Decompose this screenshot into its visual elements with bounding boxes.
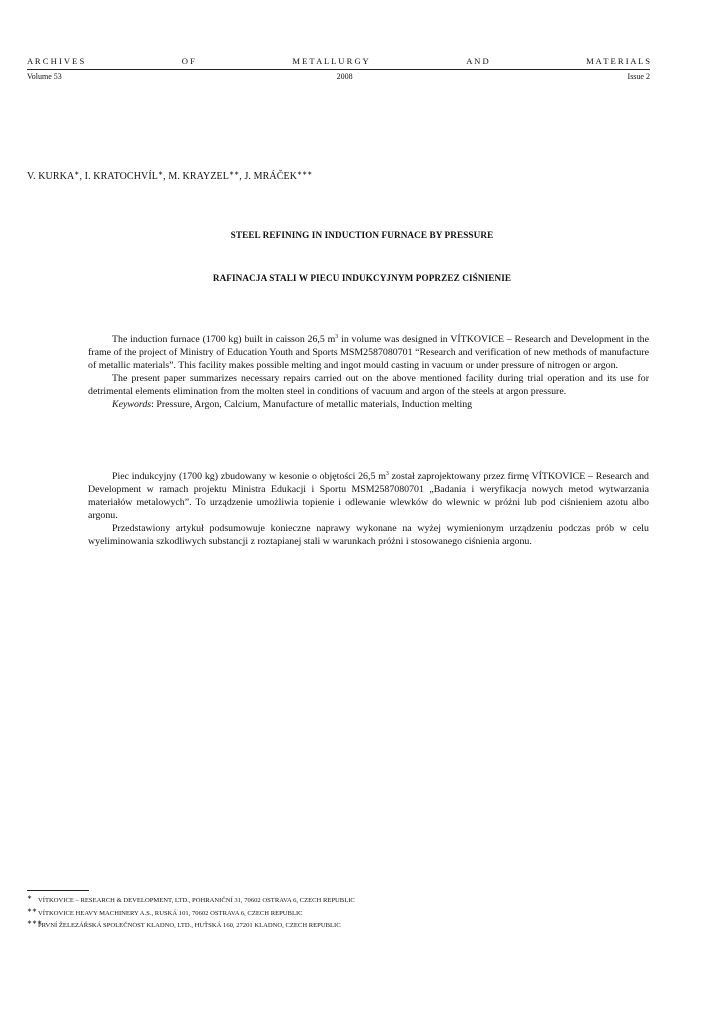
journal-word: A R C H I V E S [27, 56, 85, 66]
author-name: M. KRAYZEL [168, 171, 229, 182]
affiliation-mark: ∗∗ [228, 171, 240, 177]
abstract-paragraph [88, 333, 649, 372]
footnote [27, 920, 355, 933]
abstract-text: The induction furnace (1700 kg) built in caisson 26,5 m [112, 334, 336, 345]
abstract-text: Piec indukcyjny (1700 kg) zbudowany w kesonie o objętości 26,5 m [112, 471, 386, 482]
affiliation-mark: ∗ [74, 171, 80, 177]
footnote [27, 908, 355, 921]
keywords-line [88, 398, 649, 411]
footnote-mark: ∗∗∗ [27, 920, 43, 926]
year-label: 2008 [336, 72, 353, 81]
journal-word: M A T E R I A L S [586, 56, 650, 66]
paper-title-polish: RAFINACJA STALI W PIECU INDUKCYJNYM POPRZEZ CIŚNIENIE [212, 273, 512, 283]
affiliation-mark: ∗∗∗ [297, 171, 313, 177]
footnote-text: VÍTKOVICE HEAVY MACHINERY A.S., RUSKÁ 101, 70602 OSTRAVA 6, CZECH REPUBLIC [38, 909, 303, 917]
footnote-text: VÍTKOVICE – RESEARCH & DEVELOPMENT, LTD., POHRANIČNÍ 31, 70602 OSTRAVA 6, CZECH REPUBLIC [38, 897, 355, 904]
author-separator: , [163, 171, 169, 182]
abstract-paragraph: Przedstawiony artykuł podsumowuje konieczne naprawy wykonane na wyżej wymienionym urządzeniu podczas prób w celu wyeliminowania szkodliwych substancji z roztapianej stali w warunkach próżni i stosowanego ciśnienia argonu. [88, 523, 649, 548]
issue-info [27, 72, 650, 81]
keywords-text: : Pressure, Argon, Calcium, Manufacture of metallic materials, Induction melting [151, 399, 473, 411]
footnote-mark: ∗∗ [27, 907, 38, 914]
abstract-english [88, 333, 649, 412]
volume-label: Volume 53 [27, 72, 62, 81]
footnotes [27, 895, 355, 933]
author-name: I. KRATOCHVÍL [84, 171, 158, 182]
abstract-text: in volume was designed in VÍTKOVICE – Research and Development in the frame of the project of Ministry of Education Youth and Sports MSM2587080701 “Research and verification of new methods of manufacture of metallic materials”. This facility makes possible melting and ingot mould casting in vacuum or under pressure of nitrogen or argon. [88, 334, 649, 372]
issue-label: Issue 2 [627, 72, 650, 81]
paper-title-english: STEEL REFINING IN INDUCTION FURNACE BY PRESSURE [230, 230, 494, 240]
author-separator: , [79, 171, 85, 182]
author-separator: , [239, 171, 245, 182]
superscript: 3 [335, 334, 339, 340]
header-divider [27, 69, 650, 70]
footnote [27, 895, 355, 908]
affiliation-mark: ∗ [157, 171, 164, 177]
author-name: J. MRÁČEK [244, 171, 298, 182]
footnote-divider [27, 890, 89, 891]
footnote-text: PRVNÍ ŽELEZÁŘSKÁ SPOLEČNOST KLADNO, LTD., HUŤSKÁ 160, 27201 KLADNO, CZECH REPUBLIC [38, 922, 341, 929]
journal-word: M E T A L L U R G Y [292, 56, 369, 66]
abstract-paragraph [88, 470, 649, 522]
author-name: V. KURKA [27, 171, 75, 182]
keywords-label: Keywords [112, 399, 152, 411]
footnote-mark: ∗ [27, 895, 33, 901]
journal-word: A N D [466, 56, 489, 66]
author-list [27, 170, 312, 182]
abstract-polish [88, 470, 649, 549]
abstract-paragraph: The present paper summarizes necessary repairs carried out on the above mentioned facility during trial operation and its use for detrimental elements elimination from the molten steel in conditions of vacuum and argon of the steels at argon pressure. [88, 373, 649, 398]
journal-name [27, 56, 650, 70]
abstract-text: został zaprojektowany przez firmę VÍTKOVICE – Research and Development w ramach projektu Ministra Edukacji i Sportu MSM2587080701 „Badania i weryfikacja nowych metod wytwarzania materiałów metalowych”. To urządzenie umożliwia topienie i odlewanie wlewków do wlewnic w próżni lub pod ciśnieniem azotu albo argonu. [88, 471, 649, 522]
superscript: 3 [385, 471, 389, 477]
journal-word: O F [181, 56, 195, 66]
